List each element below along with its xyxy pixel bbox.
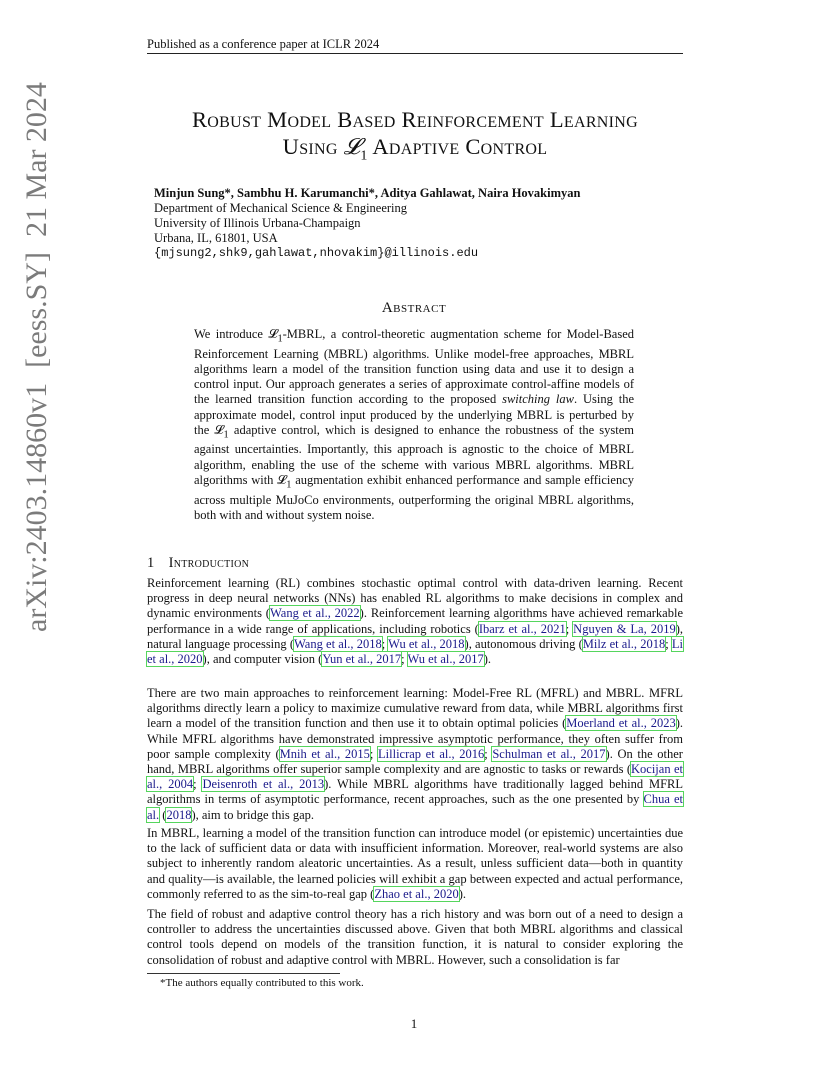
intro-paragraph-1: Reinforcement learning (RL) combines stochastic optimal control with data-driven learning. Recent progress in deep neural networks (NNs) has enabled RL algorithms to make decisions in complex and dynamic environments (Wang et al., 2022). Reinforcement learning algorithms have achieved remarkable performance in a wide range of applications, including robotics (Ibarz et al., 2021; Nguyen & La, 2019), natural language processing (Wang et al., 2018; Wu et al., 2018), autonomous driving (Milz et al., 2018; Li et al., 2020), and computer vision (Yun et al., 2017; Wu et al., 2017).	[147, 576, 684, 667]
citation[interactable]: Schulman et al., 2017	[492, 746, 606, 761]
title-line-2: Using 𝓛$_1$ Adaptive Control	[282, 134, 548, 164]
paper-title	[140, 106, 690, 170]
citation[interactable]: Yun et al., 2017	[322, 652, 402, 667]
title-line-1: Robust Model Based Reinforcement Learning	[191, 107, 638, 132]
footnote-rule	[147, 973, 340, 974]
running-header: Published as a conference paper at ICLR 2024	[147, 37, 380, 51]
author-names: Minjun Sung*, Sambhu H. Karumanchi*, Aditya Gahlawat, Naira Hovakimyan	[154, 186, 581, 200]
page-number: 1	[410, 1016, 418, 1031]
citation[interactable]: Zhao et al., 2020	[374, 886, 459, 901]
citation[interactable]: Wang et al., 2018	[294, 636, 382, 651]
abstract-heading: Abstract	[381, 300, 447, 316]
citation[interactable]: Li et al., 2020	[147, 636, 684, 667]
citation[interactable]: Milz et al., 2018	[582, 636, 666, 651]
intro-paragraph-4: The field of robust and adaptive control theory has a rich history and was born out of a need to design a controller to address the uncertainties discussed above. Given that both MBRL algorithms and classical control tools depend on models of the transition function, it is natural to consider exploring the consolidation of robust and adaptive control with MBRL. However, such a consolidation is far	[147, 907, 683, 967]
citation[interactable]: Wu et al., 2017	[407, 652, 484, 667]
citation[interactable]: Kocijan et al., 2004	[147, 762, 683, 792]
intro-paragraph-3: In MBRL, learning a model of the transition function can introduce model (or epistemic) uncertainties due to the lack of sufficient data or data with insufficient information. Moreover, real-world systems are also subject to inherently random aleatoric uncertainties. As a result, unless sufficient data—both in quantity and quality—is available, the learned policies will exhibit a gap between expected and actual performance, commonly referred to as the sim-to-real gap (Zhao et al., 2020).	[147, 826, 683, 901]
author-university: University of Illinois Urbana-Champaign	[154, 216, 361, 230]
author-city: Urbana, IL, 61801, USA	[154, 231, 278, 245]
author-department: Department of Mechanical Science & Engineering	[154, 201, 408, 215]
arxiv-id: arXiv:2403.14860v1 [eess.SY] 21 Mar 2024	[20, 82, 53, 632]
author-block	[154, 186, 580, 261]
citation[interactable]: Ibarz et al., 2021	[478, 621, 566, 636]
citation[interactable]: Deisenroth et al., 2013	[202, 777, 325, 792]
citation[interactable]: Wang et al., 2022	[269, 606, 360, 621]
intro-paragraph-2: There are two main approaches to reinforcement learning: Model-Free RL (MFRL) and MBRL. MFRL algorithms directly learn a policy to maximize cumulative reward from data, while MBRL algorithms first learn a model of the transition function and then use it to obtain optimal policies (Moerland et al., 2023). While MFRL algorithms have demonstrated impressive asymptotic performance, they often suffer from poor sample complexity (Mnih et al., 2015; Lillicrap et al., 2016; Schulman et al., 2017). On the other hand, MBRL algorithms offer superior sample complexity and are agnostic to tasks or rewards (Kocijan et al., 2004; Deisenroth et al., 2013). While MBRL algorithms have traditionally lagged behind MFRL algorithms in terms of asymptotic performance, recent approaches, such as the one presented by Chua et al. (2018), aim to bridge this gap.	[147, 686, 684, 822]
citation[interactable]: 2018	[166, 807, 192, 822]
citation[interactable]: Wu et al., 2018	[388, 636, 465, 651]
citation[interactable]: Mnih et al., 2015	[279, 746, 370, 761]
citation[interactable]: Lillicrap et al., 2016	[378, 746, 485, 761]
section-heading-introduction: 1 Introduction	[147, 555, 250, 571]
header-rule	[147, 53, 683, 54]
citation[interactable]: Chua et al.	[147, 792, 683, 822]
abstract-text: We introduce 𝓛$_1$-MBRL, a control-theoretic augmentation scheme for Model-Based Reinforcement Learning (MBRL) algorithms. Unlike model-free approaches, MBRL algorithms learn a model of the transition function using data and use it to design a control input. Our approach generates a series of approximate control-affine models of the learned transition function according to the proposed switching law. Using the approximate model, control input produced by the underlying MBRL is perturbed by the 𝓛$_1$ adaptive control, which is designed to enhance the robustness of the system against uncertainties. Importantly, this approach is agnostic to the choice of MBRL algorithm, enabling the use of the scheme with various MBRL algorithms. MBRL algorithms with 𝓛$_1$ augmentation exhibit enhanced performance and sample efficiency across multiple MuJoCo environments, outperforming the original MBRL algorithms, both with and without system noise.	[194, 327, 635, 522]
footnote: *The authors equally contributed to this work.	[160, 977, 364, 989]
citation[interactable]: Moerland et al., 2023	[566, 716, 676, 731]
author-email[interactable]: {mjsung2,shk9,gahlawat,nhovakim}@illinois.edu	[154, 246, 479, 260]
citation[interactable]: Nguyen & La, 2019	[573, 621, 676, 636]
